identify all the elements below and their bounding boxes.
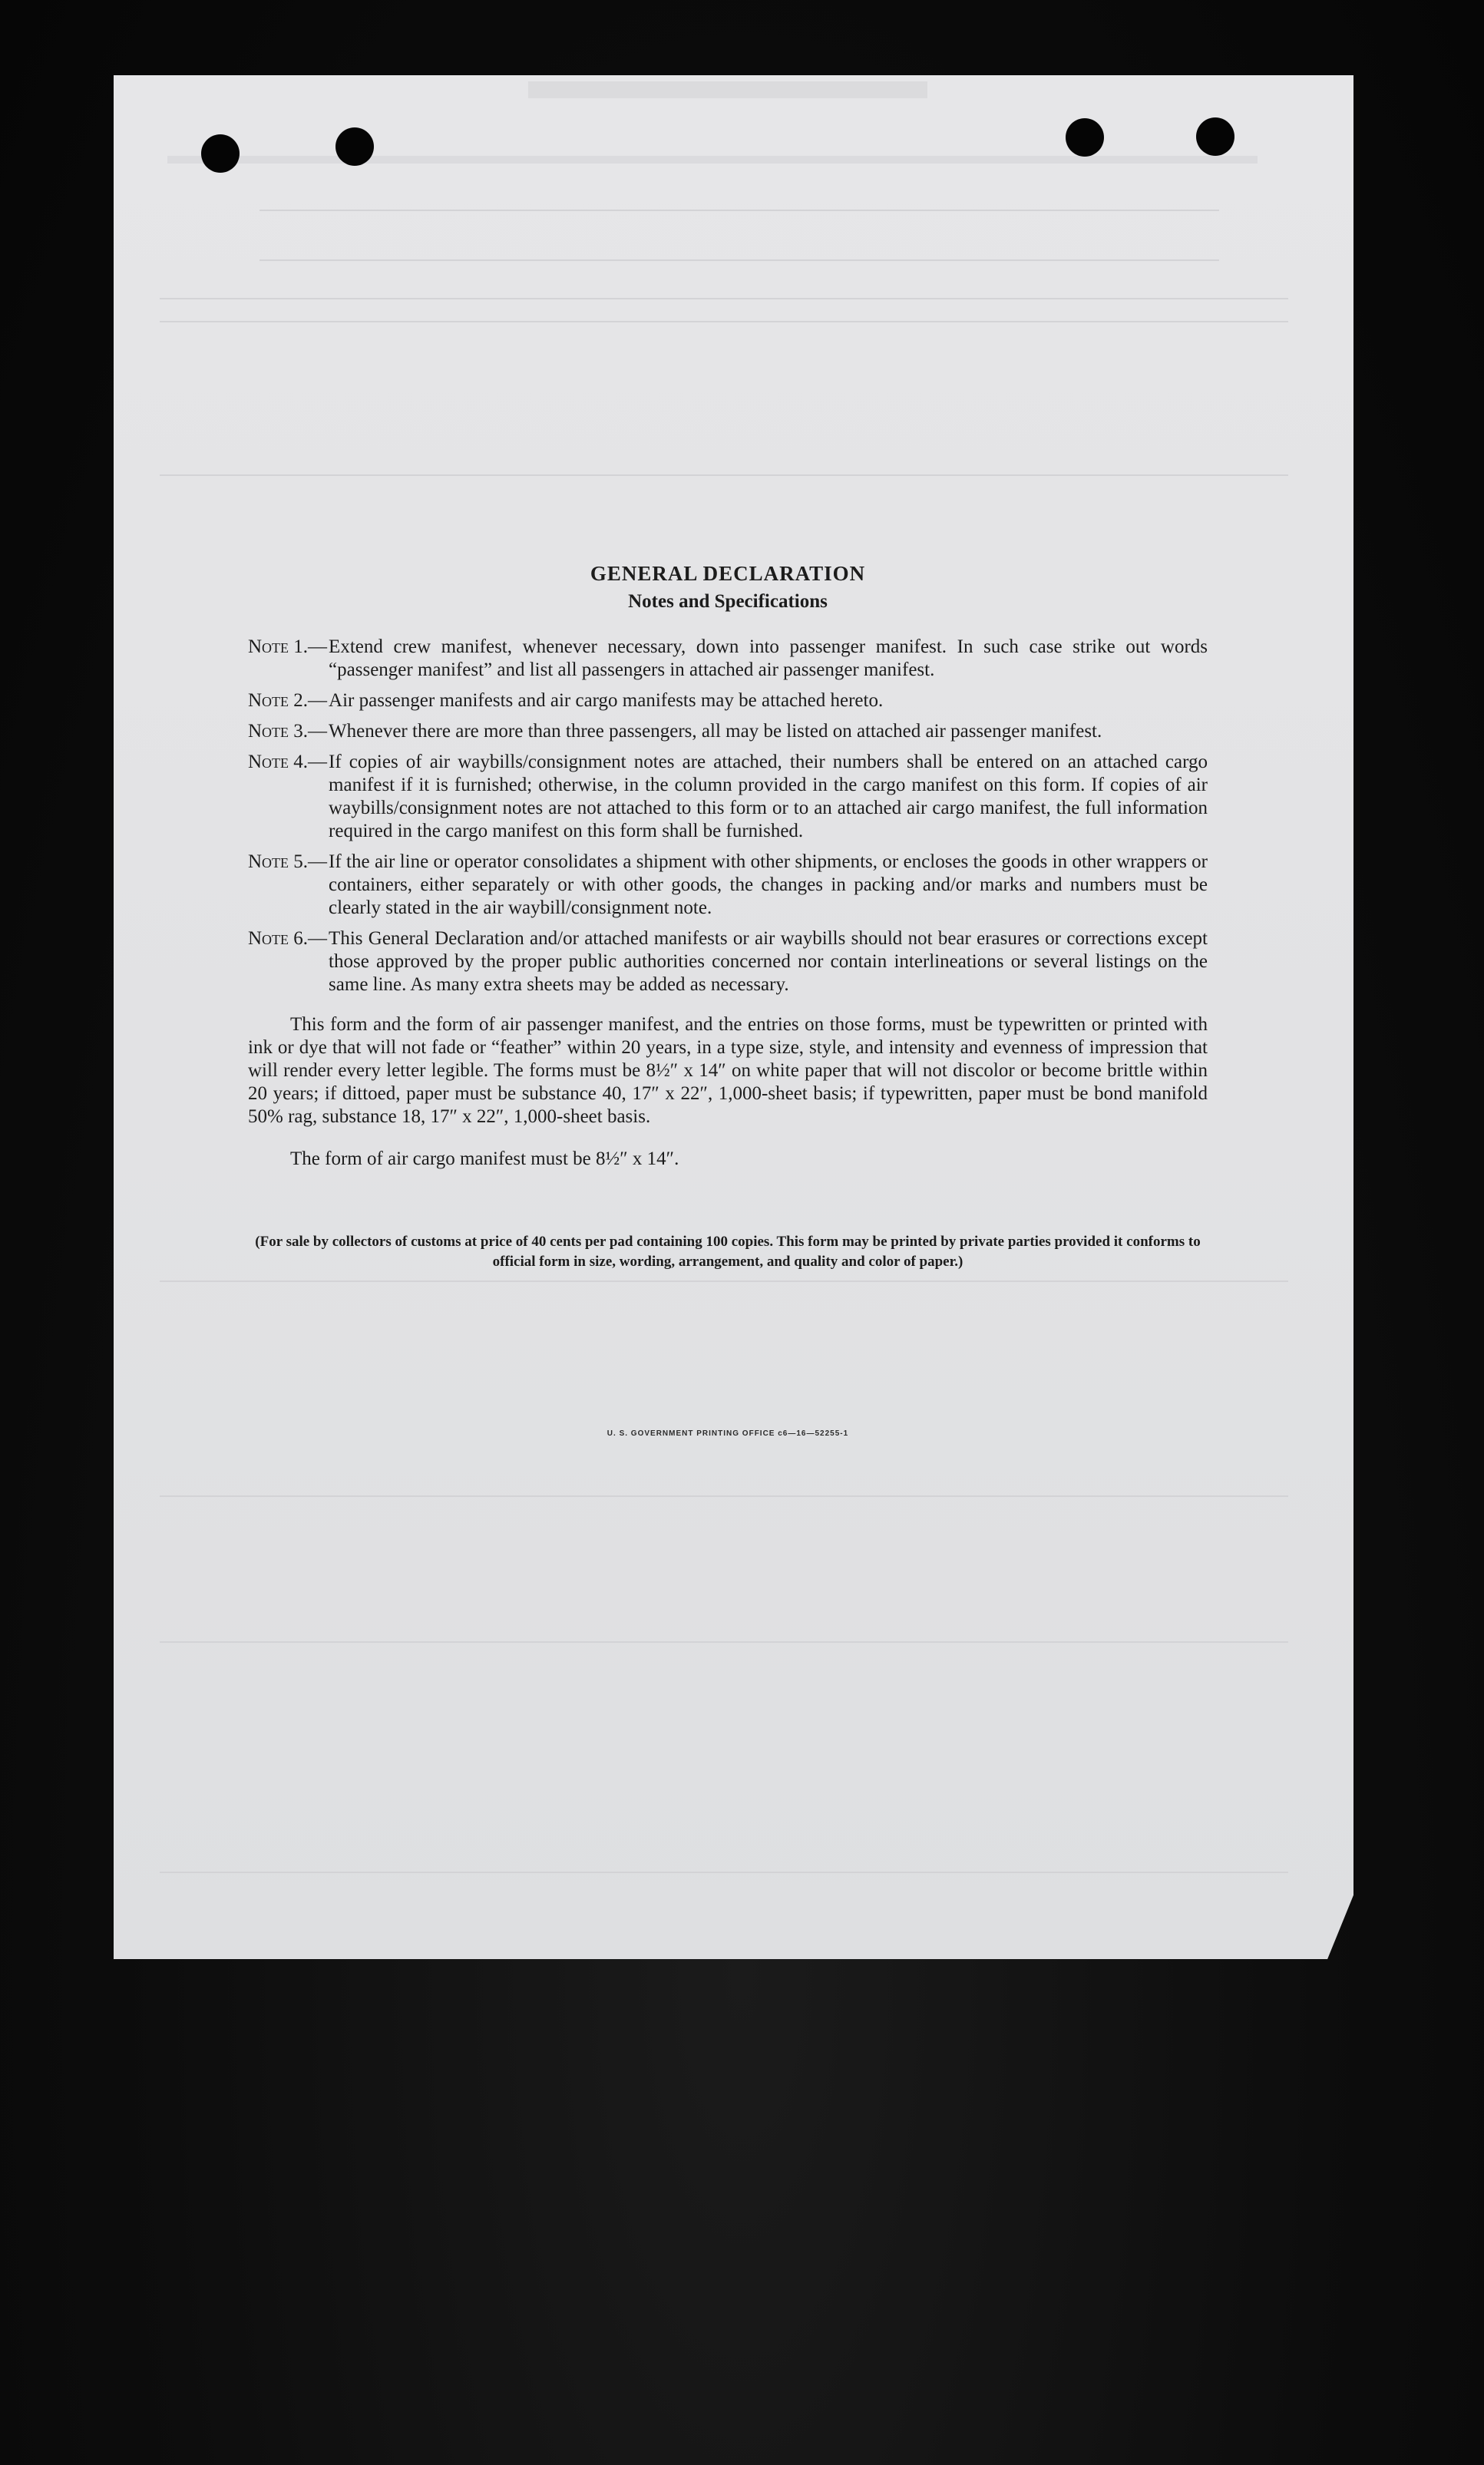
note-5 — [248, 851, 1208, 920]
note-text: If copies of air waybills/consignment notes are attached, their numbers shall be entered on an attached cargo manifest if it is furnished; otherwise, in the column provided in the cargo manifest on this form. If copies of air waybills/consignment notes are not attached to this form or to an attached air cargo manifest, the full information required in the cargo manifest on this form shall be furnished. — [329, 752, 1208, 841]
cargo-manifest-size-paragraph: The form of air cargo manifest must be 8½″ x 14″. — [290, 1148, 679, 1169]
notes-list — [248, 636, 1208, 996]
note-text: Extend crew manifest, whenever necessary, down into passenger manifest. In such case strike out words “passenger manifest” and list all passengers in attached air passenger manifest. — [329, 636, 1208, 680]
punch-hole — [1196, 117, 1234, 156]
notes-and-specifications — [248, 560, 1208, 1438]
note-label: Note 4.— — [248, 752, 328, 772]
note-6 — [248, 927, 1208, 996]
note-label: Note 3.— — [248, 721, 328, 742]
bleed-through-line — [160, 1641, 1288, 1643]
bleed-through-line — [259, 210, 1219, 211]
bleed-through-line — [160, 1872, 1288, 1873]
note-text: If the air line or operator consolidates a shipment with other shipments, or encloses the goods in other wrappers or containers, either separately or with other goods, the changes in packing and/or marks and numbers must be clearly stated in the air waybill/consignment note. — [329, 851, 1208, 918]
bleed-through-mark — [167, 156, 1258, 164]
note-label: Note 5.— — [248, 851, 328, 872]
bleed-through-mark — [528, 81, 927, 98]
note-2 — [248, 689, 1208, 712]
note-text: Air passenger manifests and air cargo manifests may be attached hereto. — [329, 690, 884, 711]
bleed-through-line — [160, 1495, 1288, 1497]
form-requirements-paragraph: This form and the form of air passenger manifest, and the entries on those forms, must be typewritten or printed with ink or dye that will not fade or “feather” within 20 years, in a type size, style, and intensity and evenness of impression that will render every letter legible. The forms must be 8½″ x 14″ on white paper that will not discolor or become brittle within 20 years; if dittoed, paper must be substance 40, 17″ x 22″, 1,000-sheet basis; if typewritten, paper must be bond manifold 50% rag, substance 18, 17″ x 22″, 1,000-sheet basis. — [248, 1014, 1208, 1127]
printer-imprint: U. S. GOVERNMENT PRINTING OFFICE c6—16—52255-1 — [606, 1429, 849, 1438]
note-text: Whenever there are more than three passengers, all may be listed on attached air passenger manifest. — [329, 721, 1102, 742]
note-1 — [248, 636, 1208, 682]
note-label: Note 6.— — [248, 928, 328, 949]
bleed-through-line — [160, 321, 1288, 322]
document-subtitle: Notes and Specifications — [628, 591, 828, 612]
sale-notice: (For sale by collectors of customs at price of 40 cents per pad containing 100 copies. This form may be printed by private parties provided it conforms to official form in size, wording, arrangement, and quality and color of paper.) — [255, 1234, 1201, 1270]
punch-hole — [1066, 118, 1104, 157]
punch-hole — [335, 127, 374, 166]
note-text: This General Declaration and/or attached manifests or air waybills should not bear erasures or corrections except those approved by the proper public authorities concerned nor contain interlineations or several listings on the same line. As many extra sheets may be added as necessary. — [329, 928, 1208, 995]
punch-hole — [201, 134, 240, 173]
bleed-through-line — [160, 474, 1288, 476]
note-label: Note 1.— — [248, 636, 328, 657]
bleed-through-line — [160, 298, 1288, 299]
note-3 — [248, 720, 1208, 743]
bleed-through-line — [259, 259, 1219, 261]
note-label: Note 2.— — [248, 690, 328, 711]
note-4 — [248, 751, 1208, 843]
document-title: GENERAL DECLARATION — [590, 562, 866, 585]
